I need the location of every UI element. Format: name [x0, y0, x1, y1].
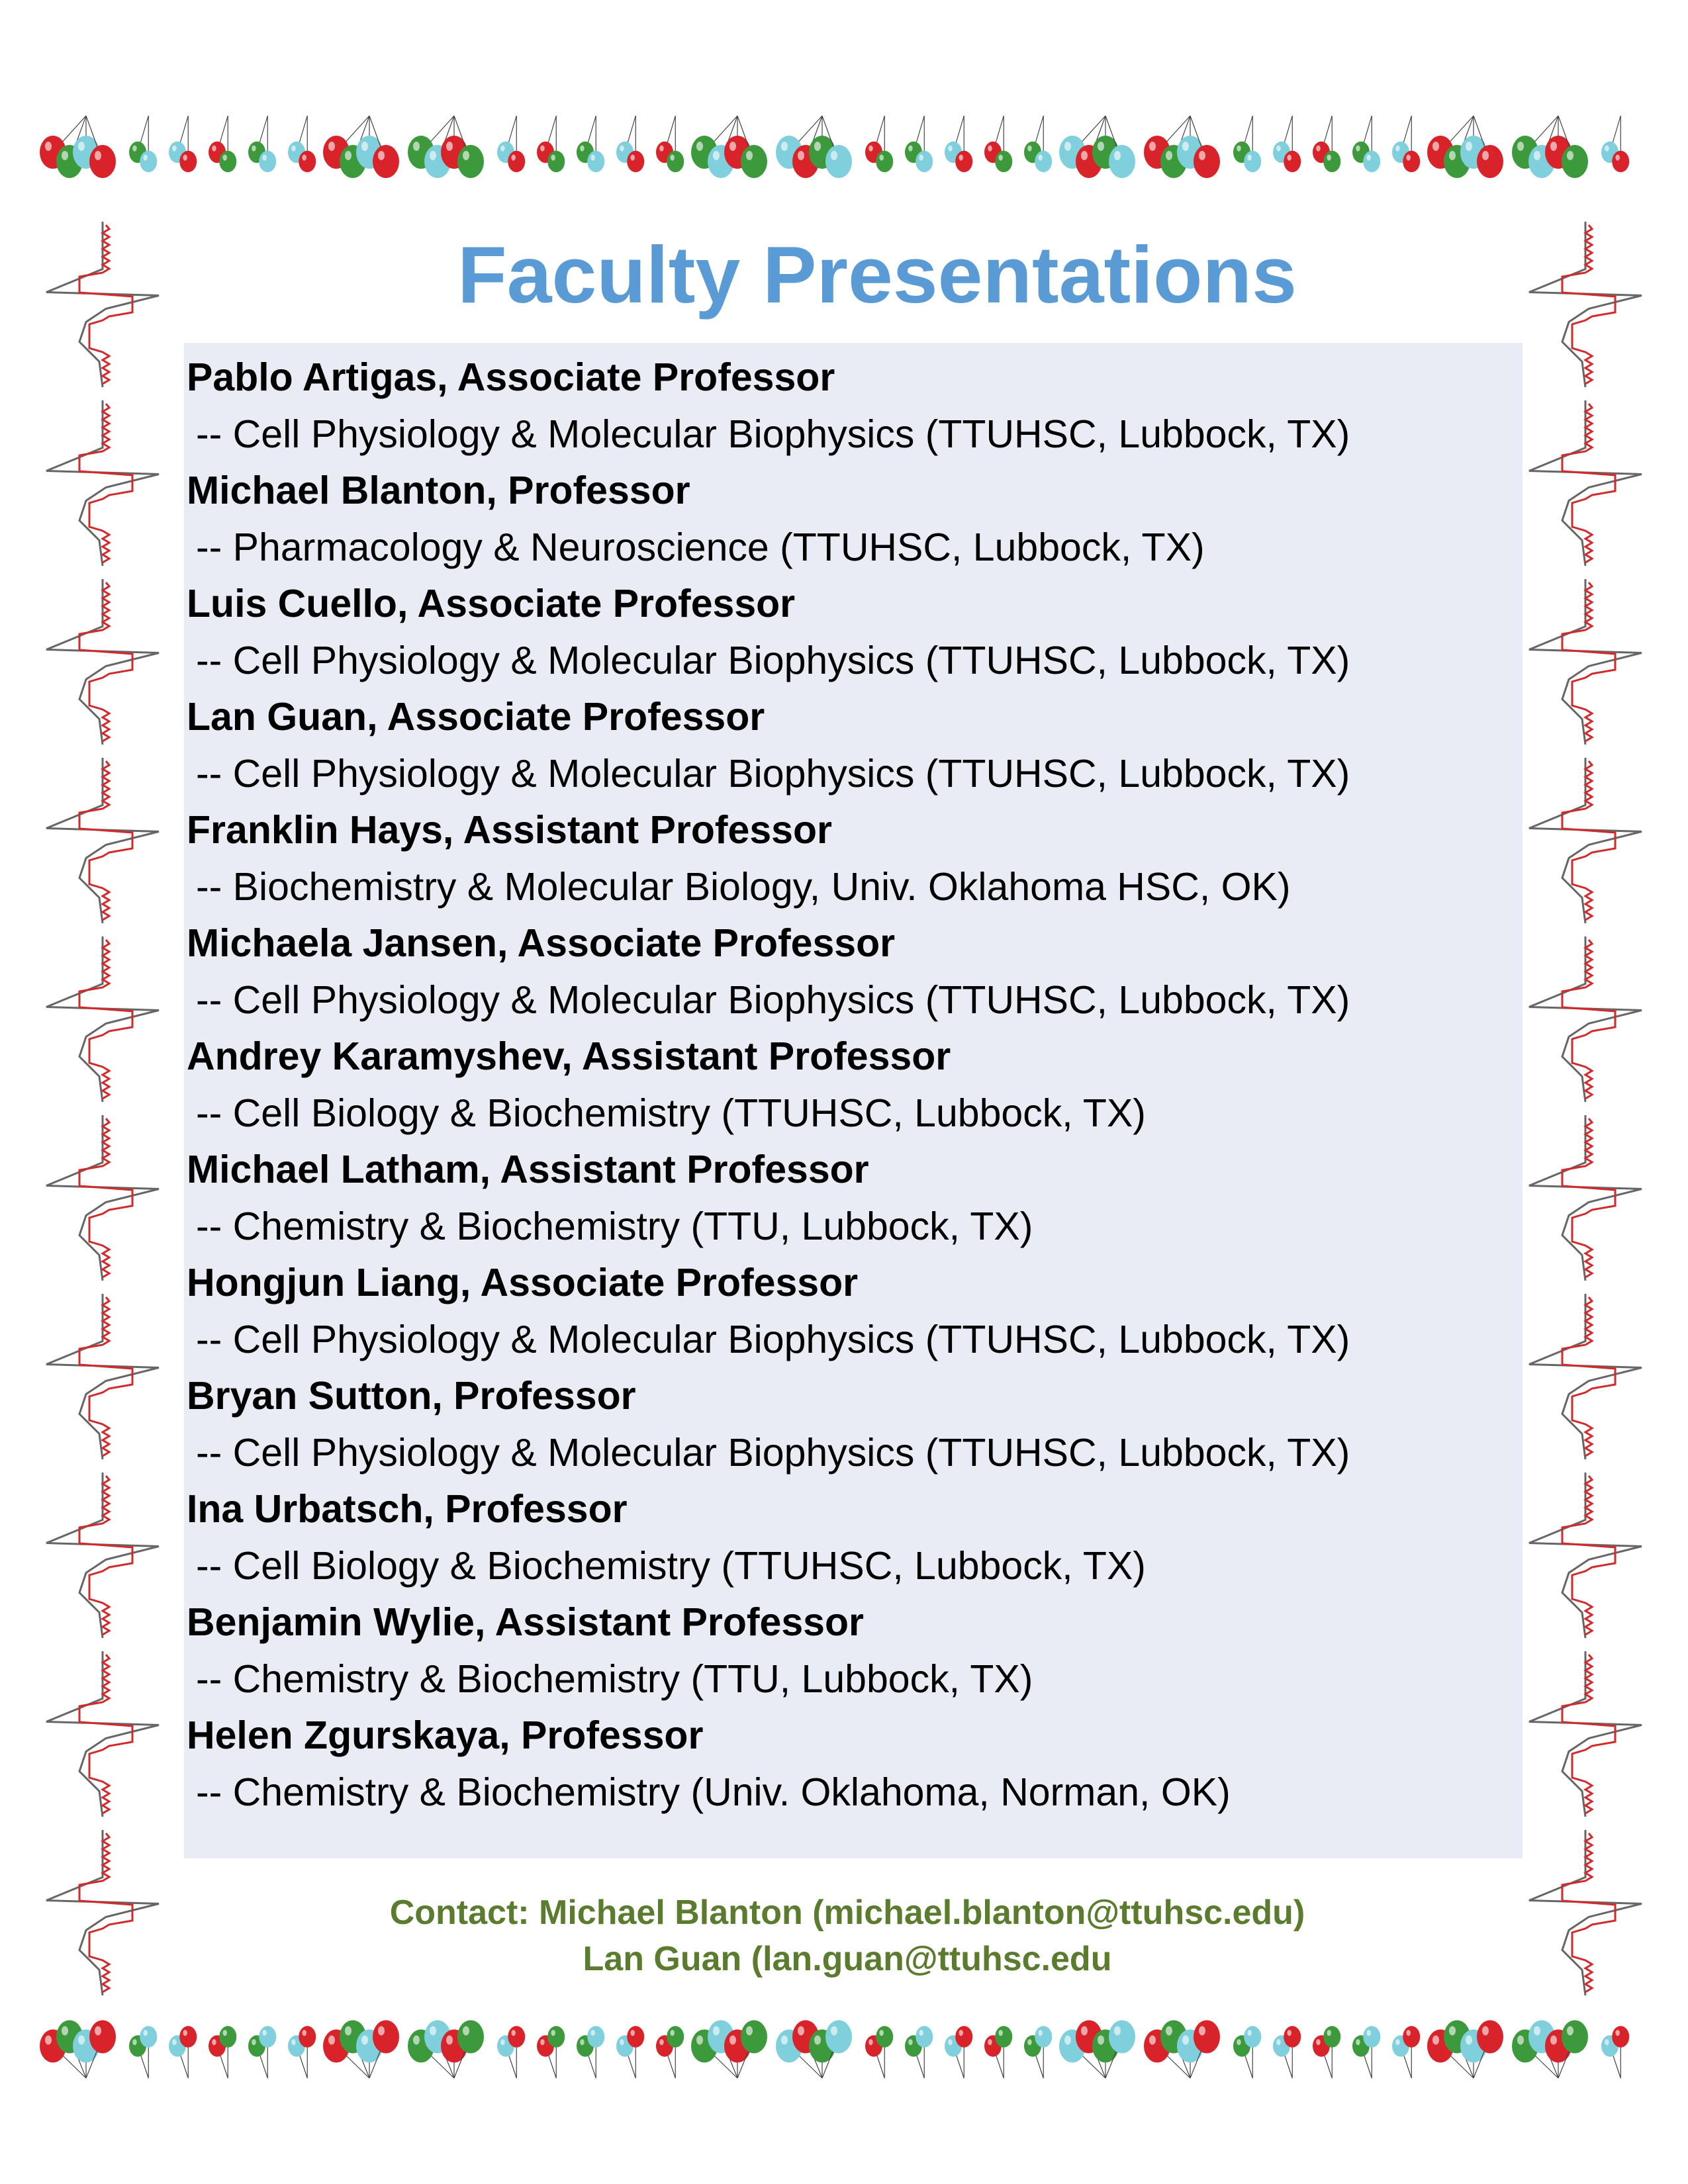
balloon-cluster-icon: [1392, 116, 1420, 172]
current-trace-icon: [1529, 936, 1642, 1102]
balloon-cluster-icon: [408, 2021, 484, 2079]
faculty-department: -- Chemistry & Biochemistry (Univ. Oklahoma, Norman, OK): [196, 1770, 1231, 1814]
current-trace-icon: [46, 1651, 159, 1817]
balloon-cluster-icon: [209, 116, 236, 172]
faculty-entry: [187, 463, 1517, 576]
current-trace-icon: [1529, 758, 1642, 923]
balloon-cluster-icon: [656, 116, 684, 172]
balloon-cluster-icon: [1233, 2026, 1261, 2078]
balloon-cluster-icon: [248, 116, 276, 172]
contact-block: [182, 1889, 1513, 1982]
current-trace-icon: [1529, 1830, 1642, 1995]
balloon-cluster-icon: [577, 2026, 604, 2078]
balloon-cluster-icon: [905, 116, 933, 172]
balloon-cluster-icon: [497, 2026, 525, 2078]
balloon-cluster-icon: [776, 116, 852, 178]
balloon-cluster-icon: [1233, 116, 1261, 172]
balloon-cluster-icon: [537, 2026, 565, 2078]
balloon-cluster-icon: [408, 116, 484, 178]
faculty-entry: [187, 1481, 1517, 1594]
balloon-cluster-icon: [616, 2026, 644, 2078]
balloon-garland-top-icon: [40, 109, 1648, 195]
page-title: Faculty Presentations: [457, 230, 1297, 320]
current-trace-icon: [46, 1830, 159, 1995]
faculty-name: Michael Latham, Assistant Professor: [187, 1148, 869, 1191]
balloon-cluster-icon: [169, 116, 197, 172]
balloon-cluster-icon: [1512, 116, 1588, 178]
balloon-cluster-icon: [577, 116, 604, 172]
current-trace-left-icon: [40, 215, 165, 2002]
balloon-cluster-icon: [1273, 116, 1301, 172]
current-trace-icon: [1529, 1294, 1642, 1459]
balloon-cluster-icon: [40, 2021, 116, 2079]
faculty-entry: [187, 915, 1517, 1028]
faculty-name: Franklin Hays, Assistant Professor: [187, 808, 832, 852]
current-trace-icon: [46, 1115, 159, 1281]
balloon-cluster-icon: [616, 116, 644, 172]
faculty-department: -- Pharmacology & Neuroscience (TTUHSC, Lubbock, TX): [196, 525, 1205, 569]
balloon-cluster-icon: [40, 116, 116, 178]
balloon-cluster-icon: [1024, 2026, 1052, 2078]
balloon-cluster-icon: [323, 116, 399, 178]
faculty-department: -- Biochemistry & Molecular Biology, Univ. Oklahoma HSC, OK): [196, 864, 1291, 909]
faculty-name: Andrey Karamyshev, Assistant Professor: [187, 1034, 951, 1078]
balloon-cluster-icon: [1273, 2026, 1301, 2078]
balloon-cluster-icon: [691, 2021, 767, 2079]
balloon-cluster-icon: [248, 2026, 276, 2078]
balloon-cluster-icon: [945, 116, 972, 172]
balloon-cluster-icon: [776, 2021, 852, 2079]
balloon-cluster-icon: [1144, 2021, 1220, 2079]
faculty-name: Helen Zgurskaya, Professor: [187, 1713, 704, 1757]
faculty-department: -- Cell Physiology & Molecular Biophysics (TTUHSC, Lubbock, TX): [196, 751, 1350, 796]
current-trace-icon: [46, 579, 159, 745]
balloon-cluster-icon: [1144, 116, 1220, 178]
faculty-entry: [187, 576, 1517, 689]
faculty-name: Lan Guan, Associate Professor: [187, 695, 765, 739]
faculty-entry: [187, 1368, 1517, 1481]
faculty-name: Michaela Jansen, Associate Professor: [187, 921, 896, 965]
faculty-name: Luis Cuello, Associate Professor: [187, 582, 796, 625]
balloon-cluster-icon: [656, 2026, 684, 2078]
faculty-entry: [187, 802, 1517, 915]
faculty-name: Ina Urbatsch, Professor: [187, 1487, 628, 1531]
balloon-cluster-icon: [1024, 116, 1052, 172]
faculty-department: -- Cell Biology & Biochemistry (TTUHSC, Lubbock, TX): [196, 1091, 1146, 1135]
faculty-name: Hongjun Liang, Associate Professor: [187, 1261, 859, 1304]
faculty-department: -- Cell Physiology & Molecular Biophysics (TTUHSC, Lubbock, TX): [196, 978, 1350, 1022]
balloon-cluster-icon: [288, 116, 316, 172]
faculty-department: -- Chemistry & Biochemistry (TTU, Lubbock, TX): [196, 1204, 1033, 1248]
faculty-entry: [187, 689, 1517, 802]
balloon-cluster-icon: [1601, 2026, 1629, 2078]
faculty-entry: [187, 1028, 1517, 1142]
faculty-department: -- Chemistry & Biochemistry (TTU, Lubbock, TX): [196, 1657, 1033, 1701]
balloon-cluster-icon: [1427, 116, 1503, 178]
current-trace-icon: [46, 1294, 159, 1459]
faculty-entry: [187, 1255, 1517, 1368]
faculty-entry: [187, 1142, 1517, 1255]
current-trace-icon: [1529, 400, 1642, 566]
current-trace-icon: [46, 936, 159, 1102]
balloon-cluster-icon: [984, 116, 1012, 172]
faculty-name: Michael Blanton, Professor: [187, 469, 690, 512]
current-trace-icon: [1529, 579, 1642, 745]
balloon-cluster-icon: [537, 116, 565, 172]
faculty-department: -- Cell Biology & Biochemistry (TTUHSC, Lubbock, TX): [196, 1543, 1146, 1588]
faculty-department: -- Cell Physiology & Molecular Biophysics (TTUHSC, Lubbock, TX): [196, 638, 1350, 682]
current-trace-right-icon: [1523, 215, 1648, 2002]
balloon-cluster-icon: [288, 2026, 316, 2078]
balloon-cluster-icon: [497, 116, 525, 172]
faculty-entry: [187, 1707, 1517, 1821]
current-trace-icon: [46, 400, 159, 566]
balloon-cluster-icon: [1601, 116, 1629, 172]
balloon-cluster-icon: [209, 2026, 236, 2078]
faculty-name: Bryan Sutton, Professor: [187, 1374, 636, 1418]
contact-line-secondary: Lan Guan (lan.guan@ttuhsc.edu: [583, 1940, 1112, 1978]
current-trace-icon: [1529, 1473, 1642, 1638]
current-trace-icon: [46, 1473, 159, 1638]
balloon-cluster-icon: [1059, 2021, 1135, 2079]
current-trace-icon: [46, 222, 159, 387]
balloon-cluster-icon: [323, 2021, 399, 2079]
faculty-list: [187, 349, 1517, 1821]
balloon-cluster-icon: [1059, 116, 1135, 178]
balloon-cluster-icon: [1313, 2026, 1340, 2078]
current-trace-icon: [1529, 1651, 1642, 1817]
balloon-garland-bottom-icon: [40, 1999, 1648, 2085]
faculty-name: Benjamin Wylie, Assistant Professor: [187, 1600, 864, 1644]
balloon-cluster-icon: [1352, 116, 1380, 172]
balloon-cluster-icon: [1352, 2026, 1380, 2078]
faculty-entry: [187, 1594, 1517, 1707]
balloon-cluster-icon: [129, 116, 157, 172]
contact-line-primary: Contact: Michael Blanton (michael.blanton@ttuhsc.edu): [389, 1893, 1305, 1932]
faculty-name: Pablo Artigas, Associate Professor: [187, 355, 835, 399]
balloon-cluster-icon: [865, 116, 893, 172]
faculty-department: -- Cell Physiology & Molecular Biophysics (TTUHSC, Lubbock, TX): [196, 1430, 1350, 1475]
balloon-cluster-icon: [129, 2026, 157, 2078]
balloon-cluster-icon: [905, 2026, 933, 2078]
balloon-cluster-icon: [1392, 2026, 1420, 2078]
balloon-cluster-icon: [1313, 116, 1340, 172]
balloon-cluster-icon: [691, 116, 767, 178]
balloon-cluster-icon: [945, 2026, 972, 2078]
balloon-cluster-icon: [1427, 2021, 1503, 2079]
balloon-cluster-icon: [865, 2026, 893, 2078]
balloon-cluster-icon: [169, 2026, 197, 2078]
faculty-entry: [187, 349, 1517, 463]
faculty-department: -- Cell Physiology & Molecular Biophysics (TTUHSC, Lubbock, TX): [196, 1317, 1350, 1361]
balloon-cluster-icon: [984, 2026, 1012, 2078]
current-trace-icon: [1529, 1115, 1642, 1281]
faculty-department: -- Cell Physiology & Molecular Biophysics (TTUHSC, Lubbock, TX): [196, 412, 1350, 456]
current-trace-icon: [46, 758, 159, 923]
balloon-cluster-icon: [1512, 2021, 1588, 2079]
